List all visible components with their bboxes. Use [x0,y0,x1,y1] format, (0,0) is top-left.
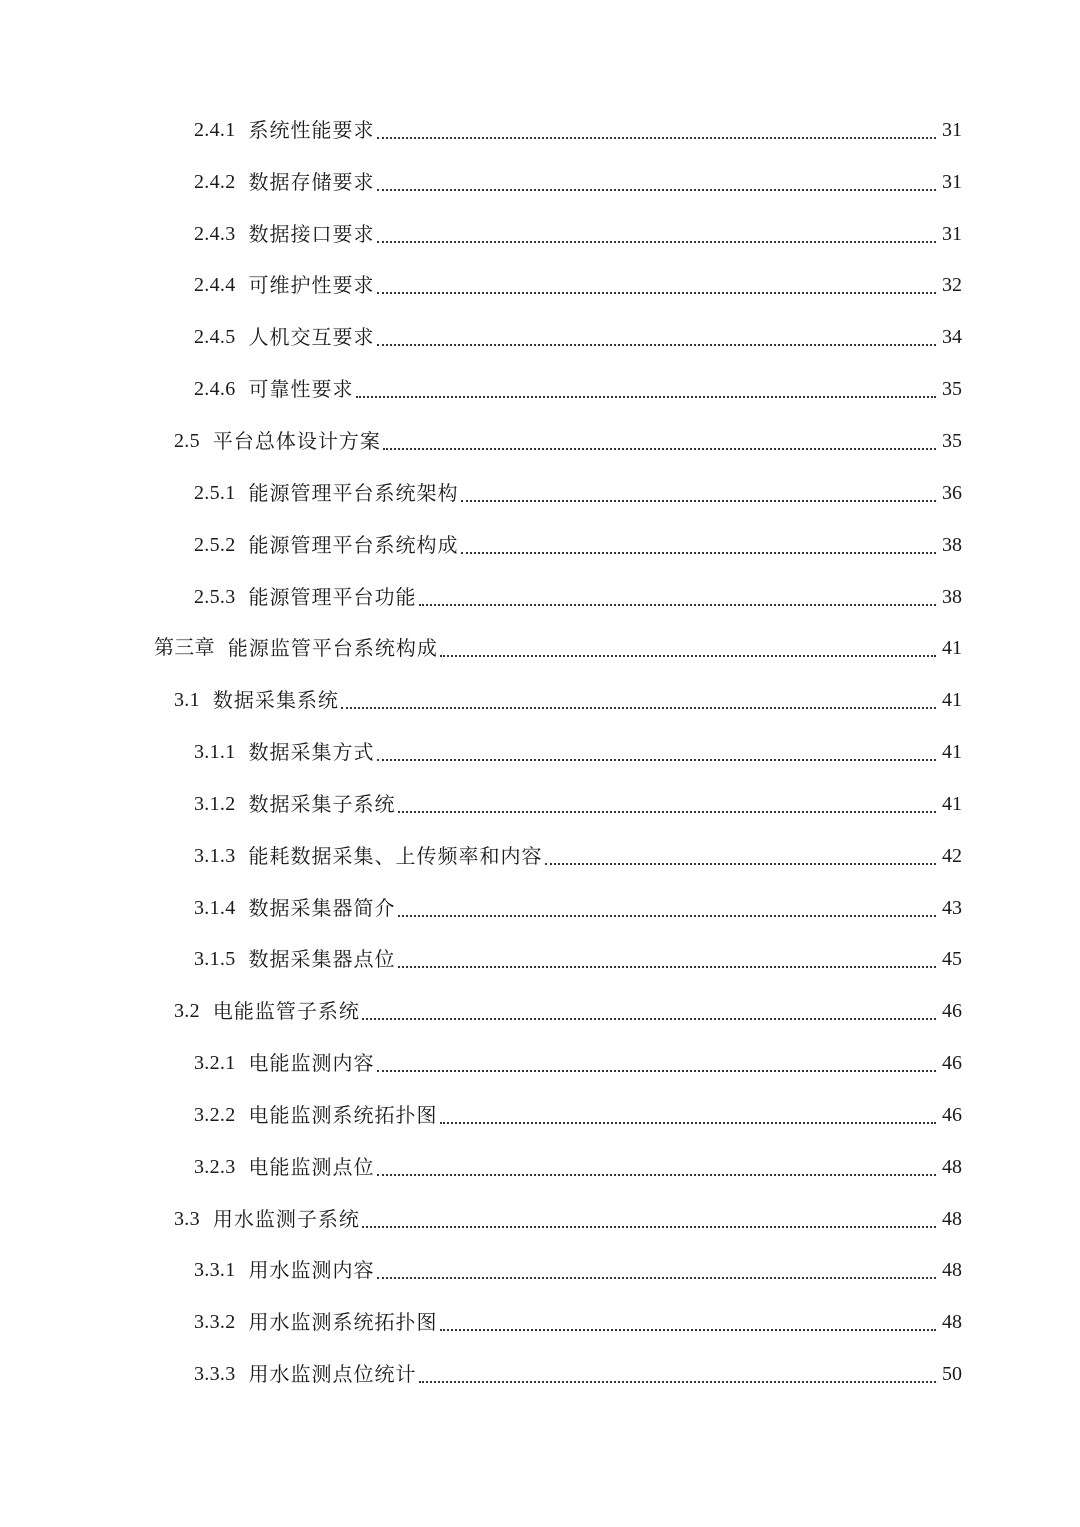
toc-entry-title: 能源管理平台系统构成 [248,532,459,557]
toc-entry-title: 用水监测系统拓扑图 [248,1310,438,1335]
toc-entry-title: 数据存储要求 [248,169,375,194]
toc-entry[interactable] [0,882,1080,934]
toc-entry-number: 3.2.2 [194,1103,236,1126]
toc-entry-page: 50 [942,1363,962,1386]
toc-dot-leader [356,396,937,398]
toc-entry[interactable] [0,415,1080,467]
toc-dot-leader [398,915,937,917]
toc-entry-number: 2.4.6 [194,378,236,401]
toc-dot-leader [341,707,936,709]
toc-entry-title: 可靠性要求 [248,377,354,402]
toc-dot-leader [377,1277,937,1279]
toc-entry-page: 41 [942,689,962,712]
toc-entry-title: 能耗数据采集、上传频率和内容 [248,843,543,868]
toc-dot-leader [377,292,937,294]
toc-entry-title: 能源管理平台系统架构 [248,480,459,505]
toc-entry-number: 3.1.4 [194,896,236,919]
toc-entry-number: 2.5 [174,429,200,452]
toc-entry-number: 3.1.3 [194,844,236,867]
toc-entry-number: 2.4.5 [194,326,236,349]
toc-entry-title: 能源管理平台功能 [248,584,417,609]
toc-dot-leader [377,759,937,761]
toc-entry-number: 第三章 [154,637,215,660]
toc-dot-leader [461,552,937,554]
toc-entry-title: 系统性能要求 [248,117,375,142]
toc-entry-number: 2.5.1 [194,481,236,504]
toc-entry-title: 数据接口要求 [248,221,375,246]
toc-dot-leader [461,500,937,502]
toc-dot-leader [362,1226,936,1228]
toc-entry-page: 48 [942,1155,962,1178]
toc-entry-title: 电能监测系统拓扑图 [248,1102,438,1127]
toc-entry[interactable] [0,260,1080,312]
toc-entry-number: 3.3 [174,1207,200,1230]
toc-entry-title: 可维护性要求 [248,273,375,298]
toc-entry-page: 45 [942,948,962,971]
toc-entry-number: 2.5.3 [194,585,236,608]
toc-entry-page: 32 [942,274,962,297]
toc-dot-leader [377,189,937,191]
toc-entry[interactable] [0,674,1080,726]
toc-entry[interactable] [0,104,1080,156]
toc-entry-number: 3.1.1 [194,741,236,764]
toc-entry-page: 46 [942,1000,962,1023]
toc-entry[interactable] [0,622,1080,674]
toc-entry-page: 48 [942,1259,962,1282]
toc-entry-title: 电能监测内容 [248,1051,375,1076]
toc-entry-title: 数据采集系统 [212,688,339,713]
toc-dot-leader [398,966,937,968]
toc-entry-number: 2.4.1 [194,118,236,141]
toc-entry-title: 用水监测点位统计 [248,1362,417,1387]
toc-entry[interactable] [0,467,1080,519]
toc-entry[interactable] [0,830,1080,882]
toc-dot-leader [383,448,936,450]
toc-entry-page: 43 [942,896,962,919]
toc-entry-number: 3.1.5 [194,948,236,971]
toc-entry-number: 3.1.2 [194,792,236,815]
toc-dot-leader [377,1070,937,1072]
toc-dot-leader [377,241,937,243]
toc-entry-title: 人机交互要求 [248,325,375,350]
toc-entry[interactable] [0,1348,1080,1400]
toc-entry-page: 34 [942,326,962,349]
toc-entry-title: 能源监管平台系统构成 [227,636,438,661]
toc-dot-leader [398,811,937,813]
toc-entry-number: 2.5.2 [194,533,236,556]
toc-entry-number: 3.1 [174,689,200,712]
toc-entry-page: 48 [942,1207,962,1230]
toc-entry-title: 数据采集器简介 [248,895,396,920]
toc-entry-title: 电能监测点位 [248,1154,375,1179]
toc-dot-leader [419,604,937,606]
toc-entry-page: 41 [942,637,962,660]
toc-entry-number: 2.4.4 [194,274,236,297]
toc-entry[interactable] [0,1141,1080,1193]
toc-entry-number: 2.4.3 [194,222,236,245]
toc-entry-title: 用水监测内容 [248,1258,375,1283]
toc-dot-leader [377,1174,937,1176]
toc-entry-page: 38 [942,533,962,556]
toc-entry-number: 3.2.1 [194,1052,236,1075]
toc-entry-page: 35 [942,429,962,452]
toc-entry-title: 数据采集子系统 [248,791,396,816]
toc-entry-page: 31 [942,170,962,193]
toc-entry[interactable] [0,778,1080,830]
toc-entry-number: 2.4.2 [194,170,236,193]
table-of-contents [0,104,1080,1400]
toc-entry[interactable] [0,519,1080,571]
toc-entry[interactable] [0,208,1080,260]
toc-entry-title: 数据采集方式 [248,740,375,765]
toc-entry-page: 41 [942,741,962,764]
toc-entry-page: 48 [942,1311,962,1334]
toc-entry-number: 3.3.2 [194,1311,236,1334]
toc-entry-page: 42 [942,844,962,867]
toc-dot-leader [440,1329,937,1331]
toc-entry-title: 平台总体设计方案 [212,428,381,453]
toc-dot-leader [419,1381,937,1383]
toc-entry[interactable] [0,1245,1080,1297]
toc-entry-page: 46 [942,1052,962,1075]
toc-entry[interactable] [0,311,1080,363]
toc-entry-page: 31 [942,118,962,141]
toc-entry[interactable] [0,363,1080,415]
toc-entry[interactable] [0,985,1080,1037]
toc-entry-page: 35 [942,378,962,401]
toc-entry-title: 用水监测子系统 [212,1206,360,1231]
toc-entry-number: 3.3.3 [194,1363,236,1386]
toc-entry-page: 41 [942,792,962,815]
toc-dot-leader [440,1122,937,1124]
toc-dot-leader [377,344,937,346]
toc-entry-number: 3.3.1 [194,1259,236,1282]
toc-entry[interactable] [0,1296,1080,1348]
toc-dot-leader [377,137,937,139]
toc-entry-page: 36 [942,481,962,504]
toc-entry[interactable] [0,1037,1080,1089]
toc-entry[interactable] [0,571,1080,623]
toc-dot-leader [545,863,937,865]
toc-entry-page: 46 [942,1103,962,1126]
toc-dot-leader [440,655,936,657]
toc-entry-title: 数据采集器点位 [248,947,396,972]
toc-entry[interactable] [0,1193,1080,1245]
toc-entry-number: 3.2.3 [194,1155,236,1178]
toc-entry[interactable] [0,1089,1080,1141]
toc-dot-leader [362,1018,936,1020]
toc-entry[interactable] [0,156,1080,208]
toc-entry-number: 3.2 [174,1000,200,1023]
toc-entry[interactable] [0,726,1080,778]
toc-entry-page: 31 [942,222,962,245]
toc-entry-title: 电能监管子系统 [212,999,360,1024]
toc-entry[interactable] [0,934,1080,986]
toc-entry-page: 38 [942,585,962,608]
